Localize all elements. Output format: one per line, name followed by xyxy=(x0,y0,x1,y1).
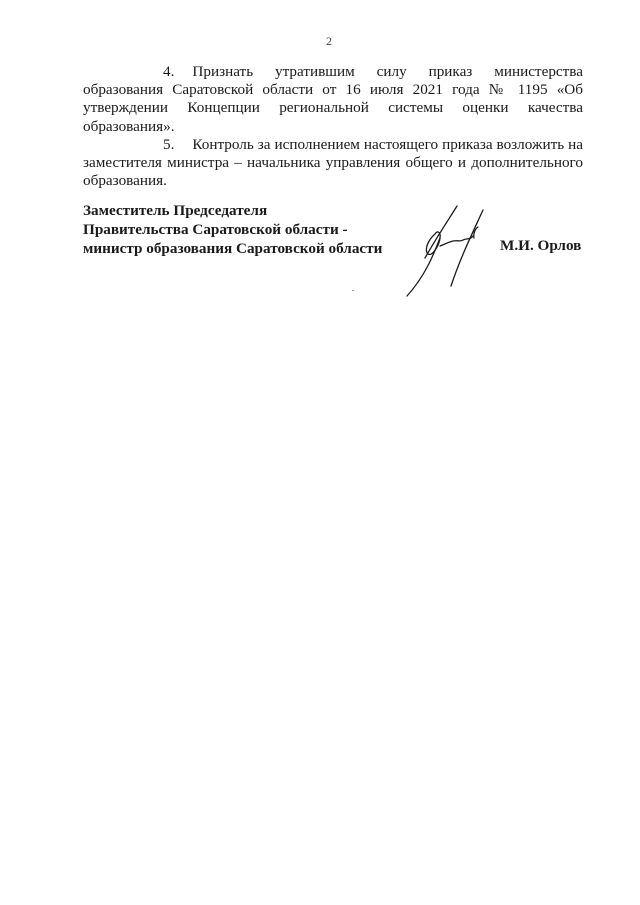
position-line: Правительства Саратовской области - xyxy=(83,221,348,238)
paragraph-5 xyxy=(83,136,583,191)
document-body xyxy=(83,63,583,190)
scan-artifact xyxy=(352,290,354,291)
page-number: 2 xyxy=(326,34,332,48)
signer-name: М.И. Орлов xyxy=(500,237,582,254)
paragraph-text: Признать утратившим силу приказ министерства образования Саратовской области от 16 июля 2021 года № 1195 «Об утверждении Концепции региональной системы оценки качества образования». xyxy=(83,63,583,135)
handwritten-signature xyxy=(395,196,505,302)
position-line: Заместитель Председателя xyxy=(83,202,268,219)
position-line: министр образования Саратовской области xyxy=(83,240,383,257)
paragraph-number: 5. xyxy=(163,135,175,153)
paragraph-text: Контроль за исполнением настоящего приказа возложить на заместителя министра – начальника управления общего и дополнительного образования. xyxy=(83,135,583,190)
paragraph-number: 4. xyxy=(163,63,175,80)
paragraph-4 xyxy=(83,63,583,136)
